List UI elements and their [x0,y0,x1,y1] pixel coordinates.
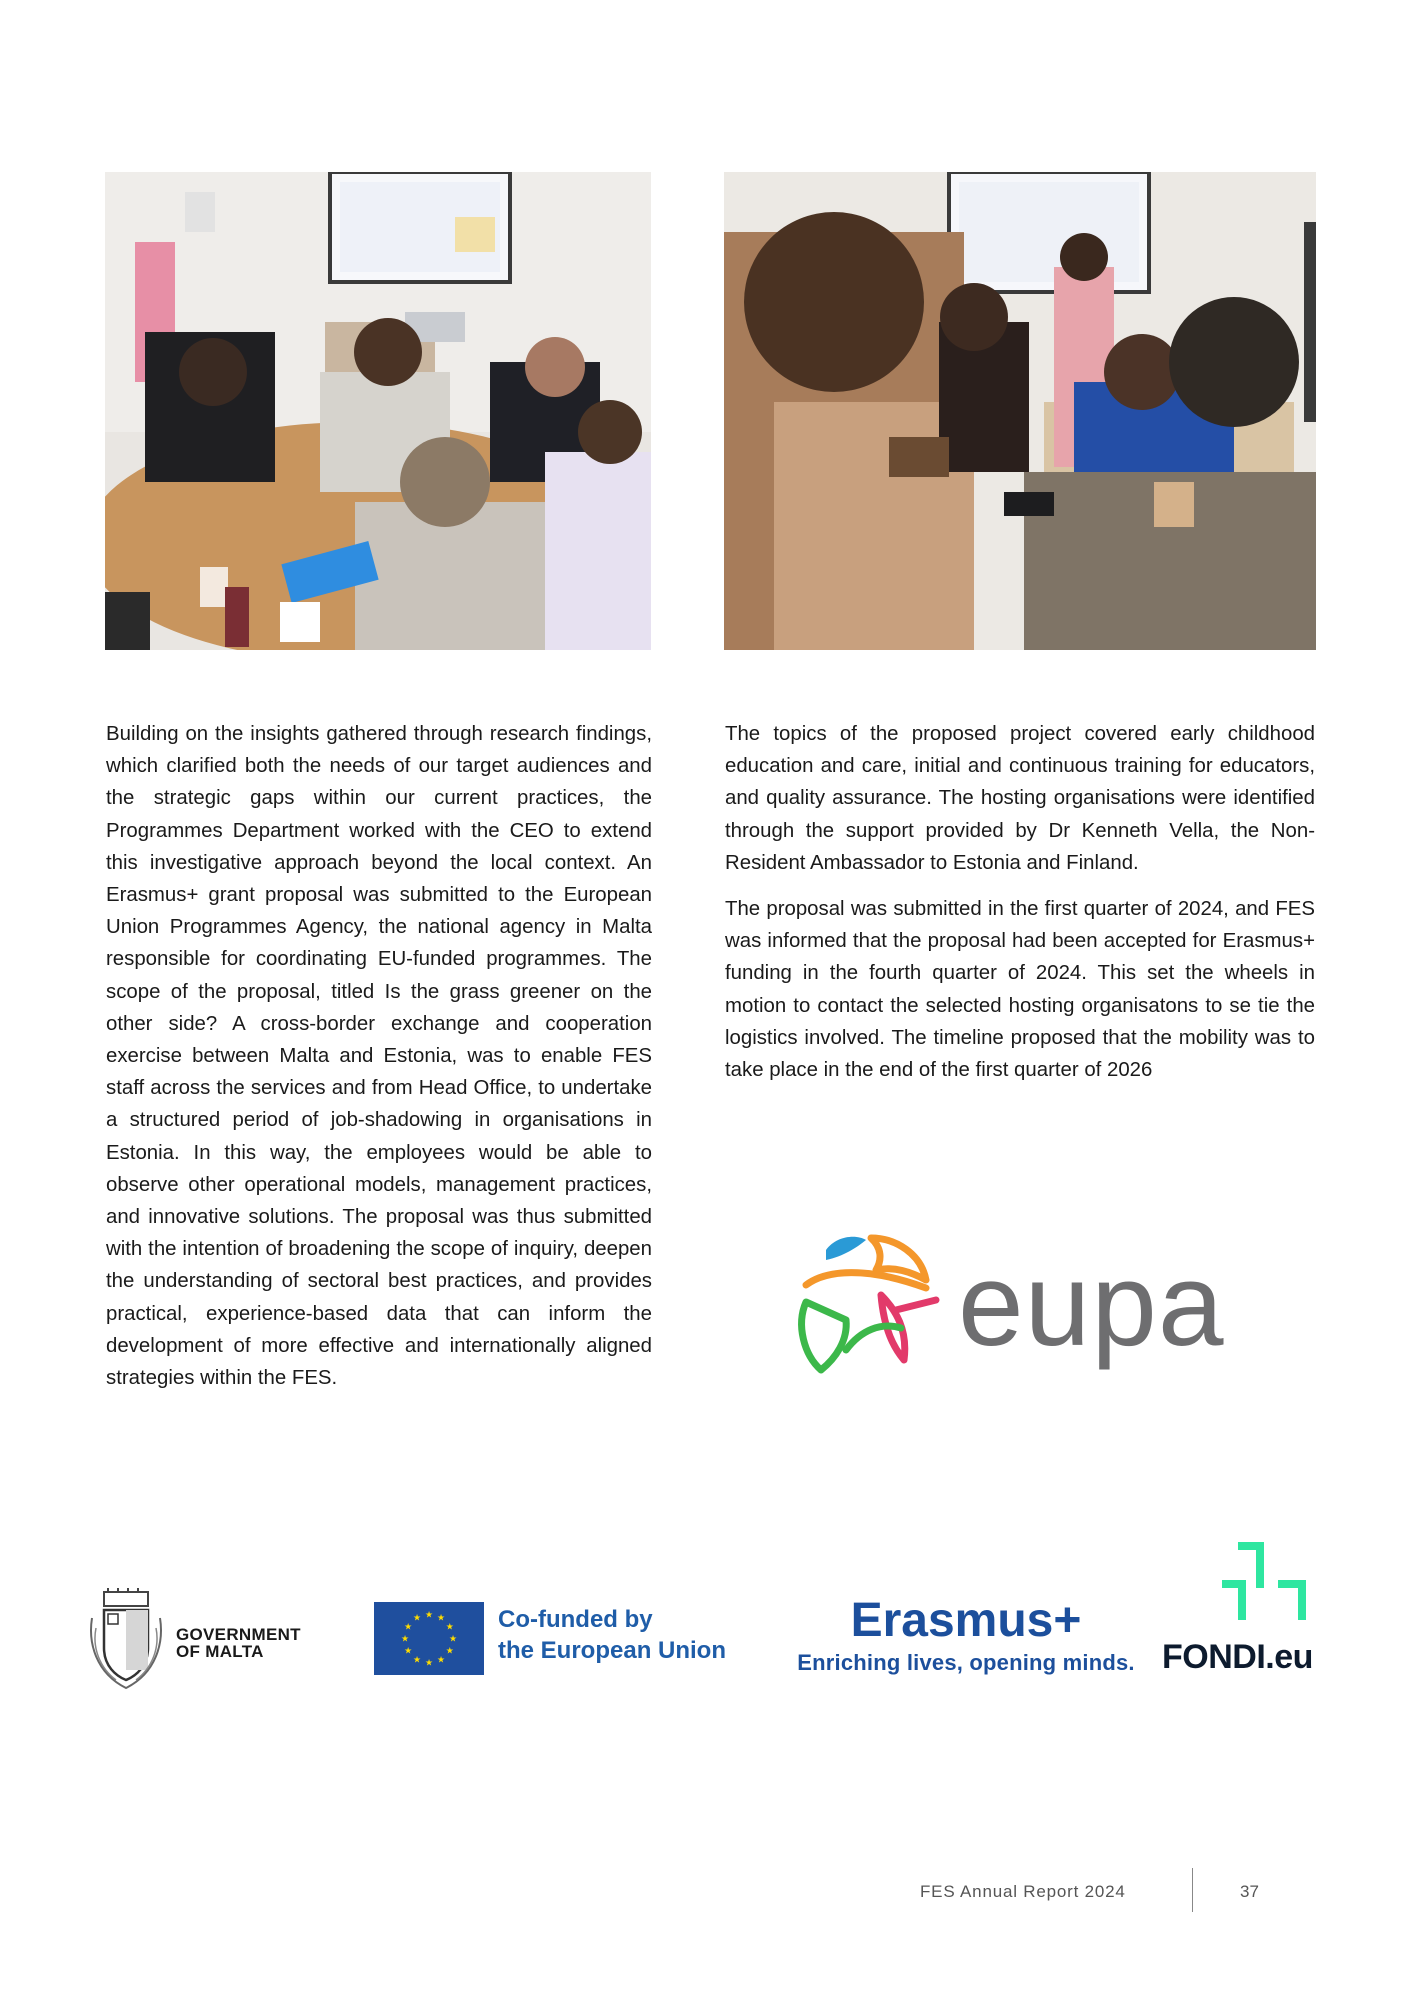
footer-divider [1192,1868,1193,1912]
eu-star-icon: ★ [424,1658,434,1669]
eu-star-icon: ★ [412,1655,422,1666]
eu-line-2: the European Union [498,1637,726,1664]
footer-report-title: FES Annual Report 2024 [920,1882,1126,1901]
eu-star-icon: ★ [400,1634,410,1645]
eu-flag-icon [374,1602,484,1675]
eu-star-icon: ★ [448,1634,458,1645]
eupa-wordmark: eupa [958,1239,1225,1371]
page-number: 37 [1240,1882,1259,1901]
left-paragraph-1: Building on the insights gathered through research findings, which clarified both the needs of our target audiences and the strategic gaps within our current practices, the Programmes Department worked with the CEO to extend this investigative approach beyond the local context. An Erasmus+ grant proposal was submitted to the European Union Programmes Agency, the national agency in Malta responsible for coordinating EU-funded programmes. The scope of the proposal, titled Is the grass greener on the other side? A cross-border exchange and cooperation exercise between Malta and Estonia, was to enable FES staff across the services and from Head Office, to undertake a structured period of job-shadowing in organisations in Estonia. In this way, the employees would be able to observe other operational models, management practices, and innovative solutions. The proposal was thus submitted with the intention of broadening the scope of inquiry, deepen the understanding of sectoral best practices, and provides practical, experience-based data that can inform the development of more effective and internationally aligned strategies within the FES. [106,723,652,1390]
photo-group-discussion-left [105,172,651,650]
eu-star-icon: ★ [445,1622,454,1633]
right-paragraph-2: The proposal was submitted in the first quarter of 2024, and FES was informed that the proposal had been accepted for Erasmus+ funding in the fourth quarter of 2024. This set the wheels in motion to contact the selected hosting organisatons to se tie the logistics involved. The timeline proposed that the mobility was to take place in the end of the first quarter of 2026 [725,898,1315,1082]
right-paragraph-1: The topics of the proposed project covered early childhood education and care, initial and continuous training for educators, and quality assurance. The hosting organisations were identified through the support provided by Dr Kenneth Vella, the Non-Resident Ambassador to Estonia and Finland. [725,723,1315,874]
fondi-eu-text: FONDI.eu [1162,1638,1313,1676]
eu-star-icon: ★ [436,1613,446,1624]
gov-line-2: OF MALTA [176,1642,264,1661]
erasmus-plus-logo [796,1596,1136,1676]
malta-crest-icon [86,1588,166,1692]
eu-star-icon: ★ [436,1655,446,1666]
government-of-malta-logo [86,1588,326,1692]
eu-star-icon: ★ [404,1622,413,1633]
co-funded-eu-text [498,1604,726,1666]
left-text-column [106,718,652,1408]
eu-star-icon: ★ [445,1646,454,1657]
fondi-eu-logo [1162,1540,1342,1680]
eu-star-icon: ★ [412,1613,422,1624]
government-of-malta-text [176,1626,301,1660]
photo-left-illustration [105,172,651,650]
eu-star-icon: ★ [404,1646,413,1657]
gov-line-1: GOVERNMENT [176,1625,301,1644]
photo-group-discussion-right [724,172,1316,650]
eu-star-icon: ★ [424,1610,434,1621]
photo-right-illustration [724,172,1316,650]
fondi-mark-icon [1222,1540,1322,1620]
eu-line-1: Co-funded by [498,1606,653,1633]
erasmus-title: Erasmus+ [850,1594,1082,1647]
right-text-column [725,718,1315,1100]
erasmus-tagline: Enriching lives, opening minds. [797,1650,1135,1676]
